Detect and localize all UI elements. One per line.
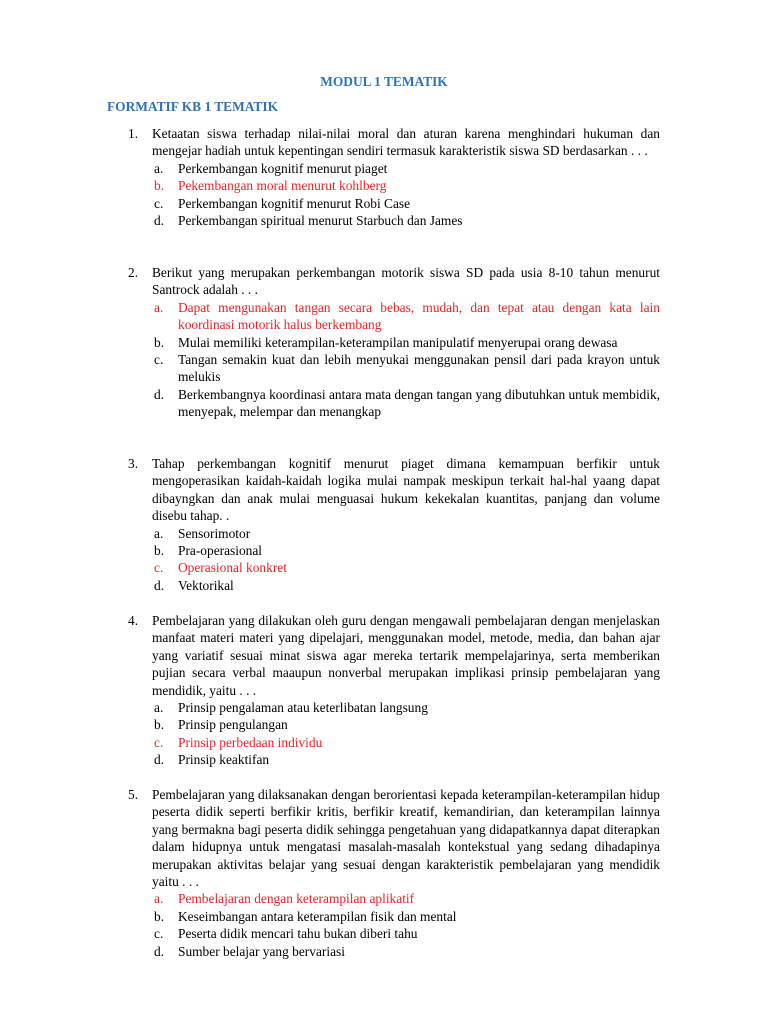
- option-letter: b.: [154, 908, 165, 924]
- option-list: [152, 299, 660, 421]
- question-text: Pembelajaran yang dilaksanakan dengan berorientasi kepada keterampilan-keterampilan hidup peserta didik seperti berfikir kritis, berfikir kreatif, kemandirian, dan keterampilan lainnya yang bermakna bagi peserta didik sehingga pengetahuan yang didapatkannya dapat diterapkan dalam hidupnya untuk mengatasi masalah-masalah kontekstual yang sedang dihadapinya merupakan aktivitas belajar yang sesuai dengan karakteristik pembelajaran yang mendidik yaitu . . .: [152, 787, 660, 890]
- option-text: Vektorikal: [178, 577, 234, 593]
- option-text: Mulai memiliki keterampilan-keterampilan manipulatif menyerupai orang dewasa: [178, 334, 618, 350]
- option-letter: d.: [154, 386, 165, 402]
- option-letter: d.: [154, 213, 165, 229]
- option-text: Berkembangnya koordinasi antara mata dengan tangan yang dibutuhkan untuk membidik, menyepak, melempar dan menangkap: [178, 386, 660, 420]
- option-text: Perkembangan kognitif menurut Robi Case: [178, 195, 411, 211]
- option-item: [152, 386, 660, 421]
- option-text: Perkembangan kognitif menurut piaget: [178, 160, 388, 176]
- page-title: MODUL 1 TEMATIK: [320, 74, 448, 89]
- option-text: Prinsip keaktifan: [178, 752, 270, 768]
- option-text: Pekembangan moral menurut kohlberg: [178, 178, 387, 194]
- option-item: [152, 212, 660, 229]
- option-text: Sensorimotor: [178, 525, 251, 541]
- option-item: [152, 351, 660, 386]
- option-text: Pra-operasional: [178, 543, 263, 559]
- question-text: Berikut yang merupakan perkembangan motorik siswa SD pada usia 8-10 tahun menurut Santrock adalah . . .: [152, 265, 660, 298]
- option-letter: b.: [154, 717, 165, 733]
- option-text: Operasional konkret: [178, 560, 287, 576]
- option-letter: b.: [154, 543, 165, 559]
- option-item: [152, 716, 660, 733]
- option-text: Prinsip perbedaan individu: [178, 734, 323, 750]
- option-item-correct: [152, 734, 660, 751]
- option-text: Perkembangan spiritual menurut Starbuch dan James: [178, 213, 463, 229]
- option-item-correct: [152, 177, 660, 194]
- option-letter: b.: [154, 334, 165, 350]
- option-letter: a.: [154, 160, 164, 176]
- option-list: [152, 699, 660, 769]
- option-item: [152, 160, 660, 177]
- option-item: [152, 699, 660, 716]
- option-item: [152, 195, 660, 212]
- option-item: [152, 525, 660, 542]
- option-item: [152, 334, 660, 351]
- option-list: [152, 890, 660, 960]
- option-letter: a.: [154, 891, 164, 907]
- option-text: Keseimbangan antara keterampilan fisik dan mental: [178, 908, 457, 924]
- option-text: Dapat mengunakan tangan secara bebas, mudah, dan tepat atau dengan kata lain koordinasi motorik halus berkembang: [178, 299, 660, 333]
- option-letter: d.: [154, 577, 165, 593]
- option-item: [152, 908, 660, 925]
- option-item: [152, 943, 660, 960]
- option-text: Pembelajaran dengan keterampilan aplikatif: [178, 891, 415, 907]
- question-1: [128, 125, 660, 229]
- option-letter: b.: [154, 178, 165, 194]
- question-text: Pembelajaran yang dilakukan oleh guru dengan mengawali pembelajaran dengan menjelaskan manfaat materi materi yang dipelajari, menggunakan model, metode, media, dan bahan ajar yang variatif sesuai minat siswa agar mereka tertarik mempelajarinya, serta memberikan pujian secara verbal maaupun nonverbal merupakan implikasi prinsip pembelajaran yang mendidik, yaitu . . .: [152, 613, 660, 698]
- option-text: Prinsip pengulangan: [178, 717, 288, 733]
- option-text: Tangan semakin kuat dan lebih menyukai menggunakan pensil dari pada krayon untuk melukis: [178, 352, 660, 385]
- option-letter: d.: [154, 752, 165, 768]
- option-item: [152, 751, 660, 768]
- option-letter: a.: [154, 525, 164, 541]
- option-text: Peserta didik mencari tahu bukan diberi tahu: [178, 926, 418, 942]
- question-2: [128, 264, 660, 421]
- option-item-correct: [152, 299, 660, 334]
- option-list: [152, 525, 660, 595]
- option-item-correct: [152, 890, 660, 907]
- question-text: Tahap perkembangan kognitif menurut piaget dimana kemampuan berfikir untuk mengoperasikan kaidah-kaidah logika mulai nampak meskipun terkait hal-hal yaang dapat dibayngkan dan anak mulai menguasai hukum kekekalan kuantitas, panjang dan volume disebu tahap. .: [152, 456, 660, 524]
- option-letter: a.: [154, 299, 164, 315]
- option-text: Sumber belajar yang bervariasi: [178, 943, 345, 959]
- question-text: Ketaatan siswa terhadap nilai-nilai moral dan aturan karena menghindari hukuman dan mengejar hadiah untuk kepentingan sendiri termasuk karakteristik siswa SD berdasarkan . . .: [152, 126, 660, 159]
- option-list: [152, 160, 660, 230]
- question-number: 3.: [128, 456, 139, 471]
- option-item: [152, 542, 660, 559]
- option-item-correct: [152, 559, 660, 576]
- option-letter: a.: [154, 700, 164, 716]
- question-5: [128, 786, 660, 960]
- option-letter: d.: [154, 943, 165, 959]
- option-item: [152, 577, 660, 594]
- option-letter: c.: [154, 734, 164, 750]
- question-4: [128, 612, 660, 769]
- option-text: Prinsip pengalaman atau keterlibatan langsung: [178, 700, 428, 716]
- question-number: 2.: [128, 265, 139, 280]
- section-heading: FORMATIF KB 1 TEMATIK: [107, 99, 278, 114]
- question-number: 1.: [128, 126, 139, 141]
- question-number: 4.: [128, 613, 139, 628]
- question-3: [128, 455, 660, 594]
- option-letter: c.: [154, 195, 164, 211]
- option-item: [152, 925, 660, 942]
- option-letter: c.: [154, 560, 164, 576]
- option-letter: c.: [154, 352, 164, 368]
- option-letter: c.: [154, 926, 164, 942]
- question-number: 5.: [128, 787, 139, 802]
